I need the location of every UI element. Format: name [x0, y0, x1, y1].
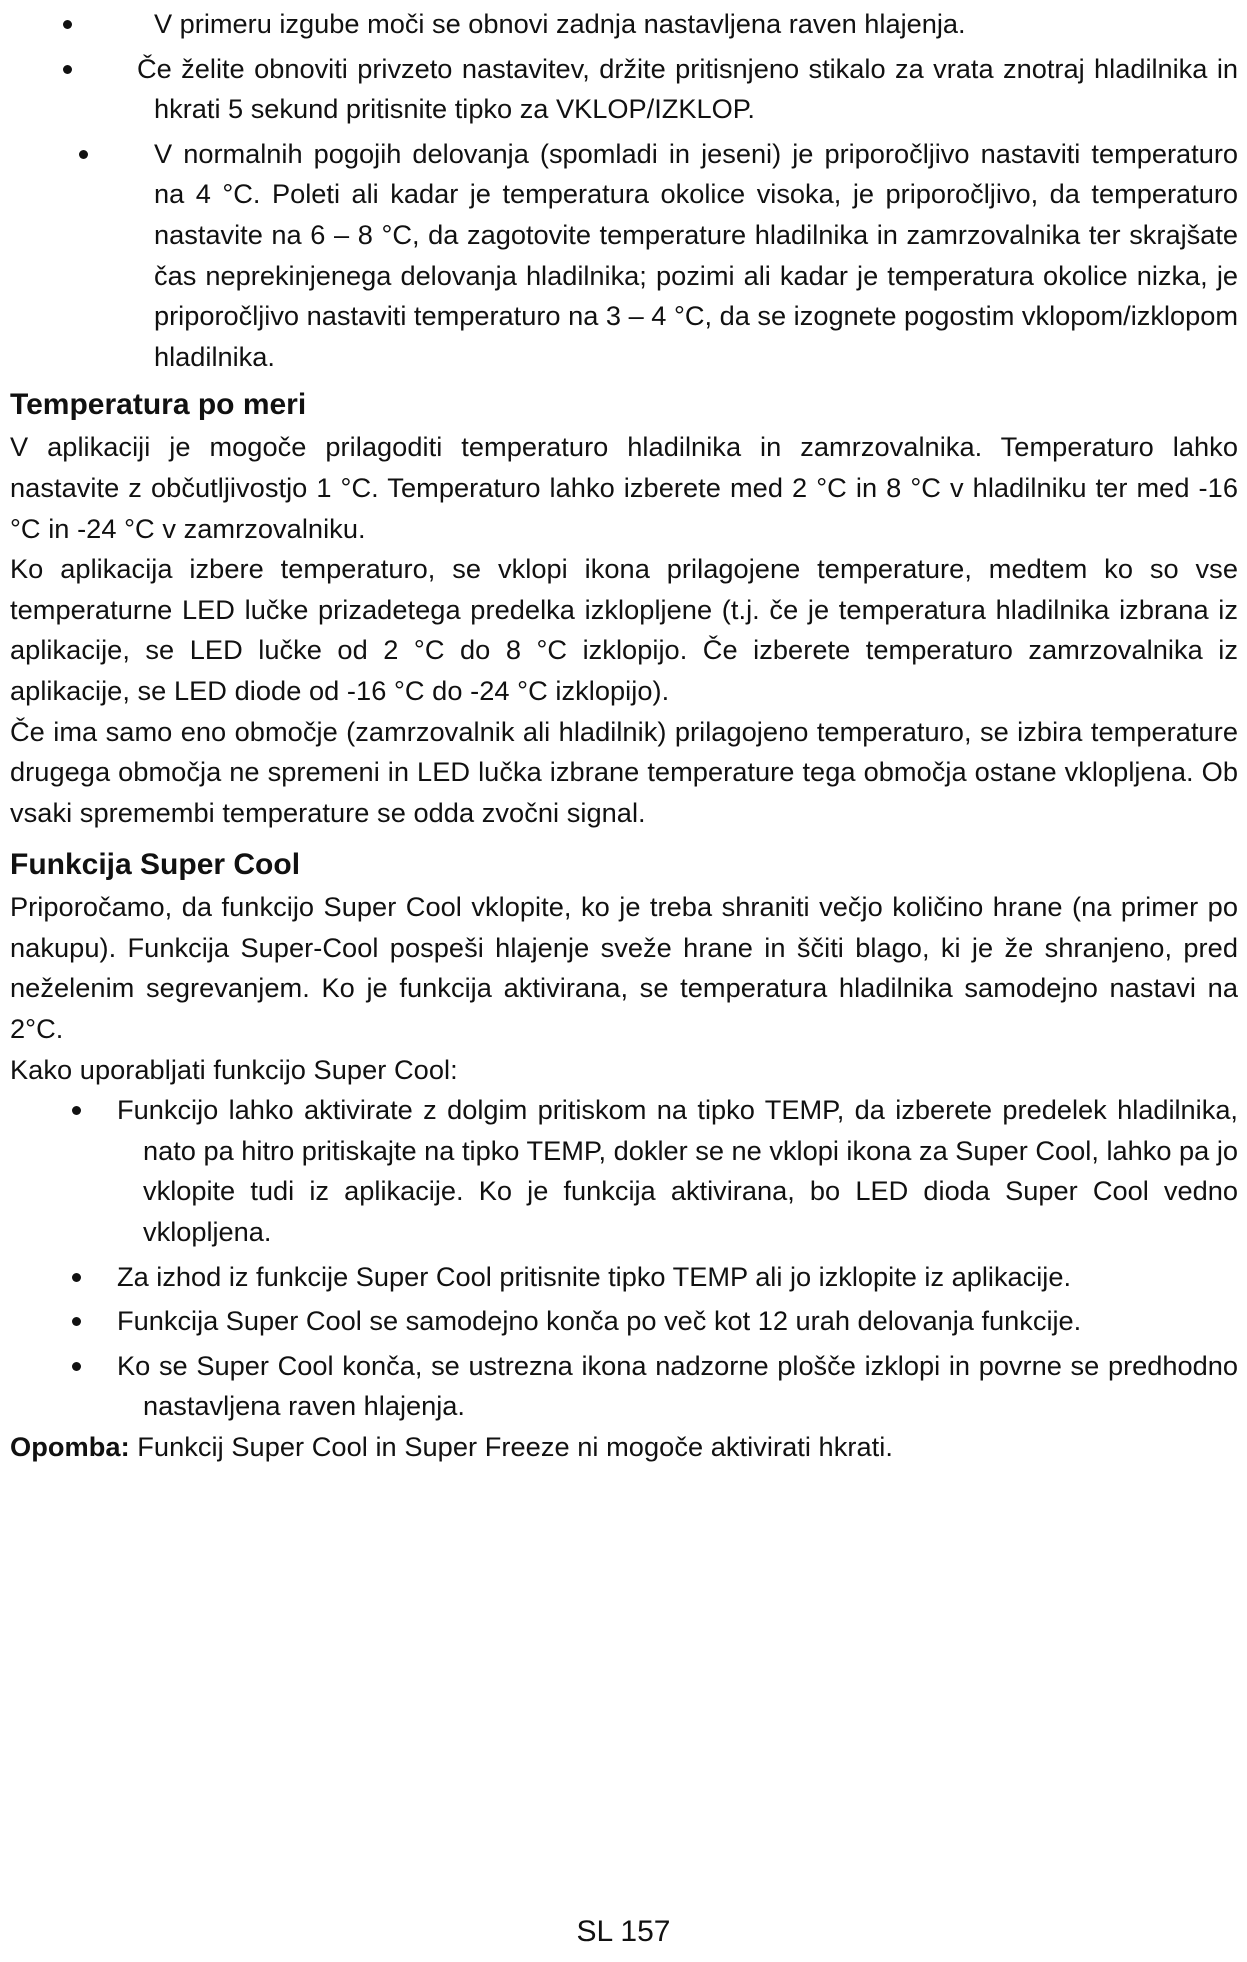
super-cool-bullet-item: Funkcijo lahko aktivirate z dolgim pritiskom na tipko TEMP, da izberete predelek hladilnika, nato pa hitro pritiskajte na tipko TEMP, dokler se ne vklopi ikona za Super Cool, lahko pa jo vklopite tudi iz aplikacije. Ko je funkcija aktivirana, bo LED dioda Super Cool vedno vklopljena.	[10, 1090, 1238, 1252]
custom-temperature-paragraph: Če ima samo eno območje (zamrzovalnik ali hladilnik) prilagojeno temperaturo, se izbira temperature drugega območja ne spremeni in LED lučka izbrane temperature tega območja ostane vklopljena. Ob vsaki spremembi temperature se odda zvočni signal.	[10, 715, 1238, 828]
bullet-icon	[63, 20, 72, 29]
bullet-icon	[79, 150, 88, 159]
bullet-icon	[63, 65, 72, 74]
manual-page	[10, 4, 1238, 1468]
section-heading-custom-temperature: Temperatura po meri	[10, 388, 307, 422]
super-cool-intro: Priporočamo, da funkcijo Super Cool vklopite, ko je treba shraniti večjo količino hrane (na primer po nakupu). Funkcija Super-Cool pospeši hlajenje sveže hrane in ščiti blago, ki je že shranjeno, pred neželenim segrevanjem. Ko je funkcija aktivirana, se temperatura hladilnika samodejno nastavi na 2°C.	[10, 891, 1238, 1045]
note-text: Funkcij Super Cool in Super Freeze ni mogoče aktivirati hkrati.	[129, 1431, 893, 1462]
bullet-icon	[72, 1317, 81, 1326]
section-heading-super-cool: Funkcija Super Cool	[10, 848, 301, 882]
custom-temperature-paragraph: Ko aplikacija izbere temperaturo, se vklopi ikona prilagojene temperature, medtem ko so vse temperaturne LED lučke prizadetega predelka izklopljene (t.j. če je temperatura hladilnika izbrana iz aplikacije, se LED lučke od 2 °C do 8 °C izklopijo. Če izberete temperaturo zamrzovalnika iz aplikacije, se LED diode od -16 °C do -24 °C izklopijo).	[10, 553, 1238, 706]
intro-bullet-item: Če želite obnoviti privzeto nastavitev, držite pritisnjeno stikalo za vrata znotraj hladilnika in hkrati 5 sekund pritisnite tipko za VKLOP/IZKLOP.	[10, 49, 1238, 130]
super-cool-bullet-item: Funkcija Super Cool se samodejno konča po več kot 12 urah delovanja funkcije.	[10, 1301, 1238, 1342]
bullet-icon	[72, 1362, 81, 1371]
bullet-icon	[72, 1106, 81, 1115]
note-label: Opomba:	[10, 1431, 130, 1462]
bullet-icon	[72, 1273, 81, 1282]
super-cool-bullet-item: Ko se Super Cool konča, se ustrezna ikona nadzorne plošče izklopi in povrne se predhodno nastavljena raven hlajenja.	[10, 1346, 1238, 1427]
super-cool-howto: Kako uporabljati funkcijo Super Cool:	[10, 1053, 458, 1085]
page-number: SL 157	[576, 1915, 671, 1948]
super-cool-bullet-list	[10, 1090, 1238, 1427]
intro-bullet-item: V primeru izgube moči se obnovi zadnja nastavljena raven hlajenja.	[10, 4, 1238, 45]
custom-temperature-paragraph: V aplikaciji je mogoče prilagoditi temperaturo hladilnika in zamrzovalnika. Temperaturo lahko nastavite z občutljivostjo 1 °C. Temperaturo lahko izberete med 2 °C in 8 °C v hladilniku ter med -16 °C in -24 °C v zamrzovalniku.	[10, 431, 1238, 544]
intro-bullet-item: V normalnih pogojih delovanja (spomladi in jeseni) je priporočljivo nastaviti temperaturo na 4 °C. Poleti ali kadar je temperatura okolice visoka, je priporočljivo, da temperaturo nastavite na 6 – 8 °C, da zagotovite temperature hladilnika in zamrzovalnika ter skrajšate čas neprekinjenega delovanja hladilnika; pozimi ali kadar je temperatura okolice nizka, je priporočljivo nastaviti temperaturo na 3 – 4 °C, da se izognete pogostim vklopom/izklopom hladilnika.	[10, 134, 1238, 378]
note	[10, 1427, 1238, 1468]
intro-bullet-list	[10, 4, 1238, 377]
super-cool-bullet-item: Za izhod iz funkcije Super Cool pritisnite tipko TEMP ali jo izklopite iz aplikacije.	[10, 1257, 1238, 1298]
